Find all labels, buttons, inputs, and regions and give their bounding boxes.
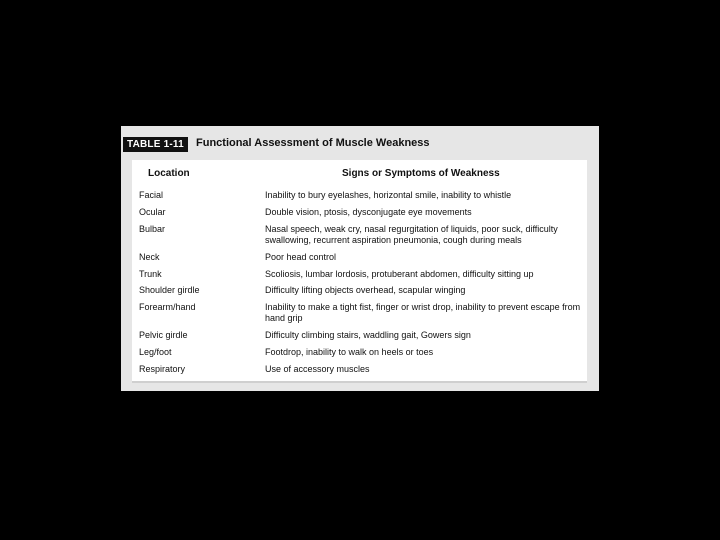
row-signs: Poor head control bbox=[265, 252, 337, 262]
row-signs: Inability to make a tight fist, finger or wrist drop, inability to prevent escape from hand grip bbox=[265, 302, 581, 323]
row-signs: Difficulty lifting objects overhead, scapular winging bbox=[265, 285, 466, 295]
row-location: Pelvic girdle bbox=[139, 330, 188, 340]
table-body bbox=[132, 160, 587, 383]
row-location: Leg/foot bbox=[139, 347, 172, 357]
row-signs: Nasal speech, weak cry, nasal regurgitation of liquids, poor suck, difficulty swallowing, recurrent aspiration pneumonia, cough during meals bbox=[265, 224, 558, 245]
row-signs: Inability to bury eyelashes, horizontal smile, inability to whistle bbox=[265, 190, 512, 200]
table-number-badge: TABLE 1-11 bbox=[123, 137, 188, 152]
row-signs: Scoliosis, lumbar lordosis, protuberant abdomen, difficulty sitting up bbox=[265, 269, 534, 279]
row-location: Neck bbox=[139, 252, 160, 262]
column-header-location: Location bbox=[148, 168, 190, 179]
table-title: Functional Assessment of Muscle Weakness bbox=[196, 137, 430, 149]
row-signs: Use of accessory muscles bbox=[265, 364, 370, 374]
row-signs: Double vision, ptosis, dysconjugate eye movements bbox=[265, 207, 472, 217]
row-location: Respiratory bbox=[139, 364, 186, 374]
row-location: Bulbar bbox=[139, 224, 166, 234]
row-location: Trunk bbox=[139, 269, 162, 279]
row-location: Facial bbox=[139, 190, 164, 200]
table-card bbox=[121, 126, 599, 391]
row-location: Shoulder girdle bbox=[139, 285, 200, 295]
column-header-signs: Signs or Symptoms of Weakness bbox=[342, 168, 500, 179]
row-signs: Difficulty climbing stairs, waddling gait, Gowers sign bbox=[265, 330, 471, 340]
row-location: Forearm/hand bbox=[139, 302, 196, 312]
row-signs: Footdrop, inability to walk on heels or toes bbox=[265, 347, 434, 357]
row-location: Ocular bbox=[139, 207, 166, 217]
